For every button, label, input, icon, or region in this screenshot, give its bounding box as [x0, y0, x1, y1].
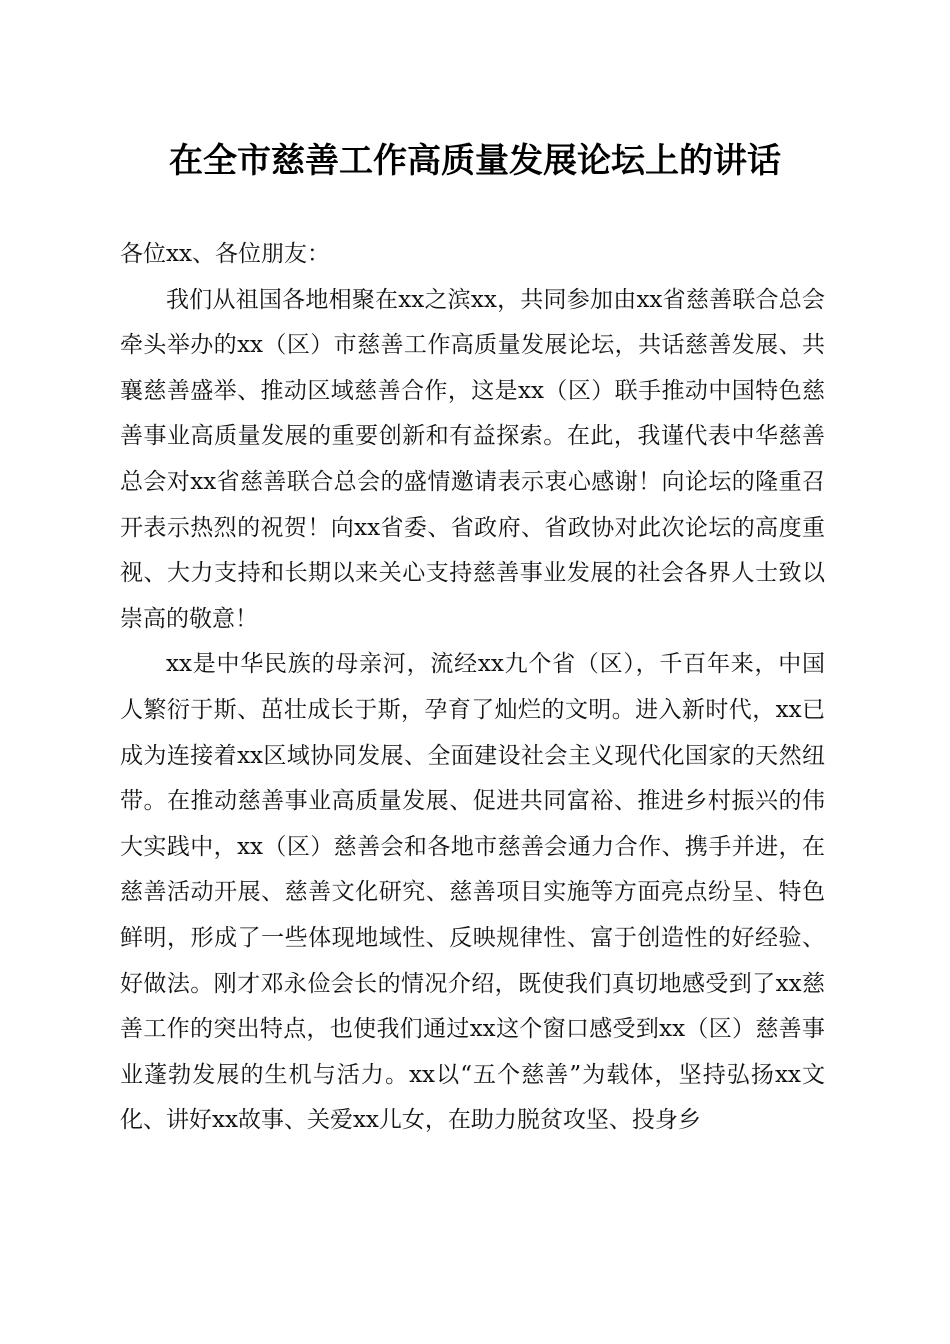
salutation: 各位xx、各位朋友：: [120, 241, 330, 267]
document-title: 在全市慈善工作高质量发展论坛上的讲话: [169, 141, 781, 181]
paragraph-1: 我们从祖国各地相聚在xx之滨xx，共同参加由xx省慈善联合总会牵头举办的xx（区）市慈善工作高质量发展论坛，共话慈善发展、共襄慈善盛举、推动区域慈善合作，这是xx（区）联手推动中国特色慈善事业高质量发展的重要创新和有益探索。在此，我谨代表中华慈善总会对xx省慈善联合总会的盛情邀请表示衷心感谢！向论坛的隆重召开表示热烈的祝贺！向xx省委、省政府、省政协对此次论坛的高度重视、大力支持和长期以来关心支持慈善事业发展的社会各界人士致以崇高的敬意！: [120, 286, 825, 632]
paragraph-2: xx是中华民族的母亲河，流经xx九个省（区），千百年来，中国人繁衍于斯、茁壮成长于斯，孕育了灿烂的文明。进入新时代，xx已成为连接着xx区域协同发展、全面建设社会主义现代化国家的天然纽带。在推动慈善事业高质量发展、促进共同富裕、推进乡村振兴的伟大实践中，xx（区）慈善会和各地市慈善会通力合作、携手并进，在慈善活动开展、慈善文化研究、慈善项目实施等方面亮点纷呈、特色鲜明，形成了一些体现地域性、反映规律性、富于创造性的好经验、好做法。刚才邓永俭会长的情况介绍，既使我们真切地感受到了xx慈善工作的突出特点，也使我们通过xx这个窗口感受到xx（区）慈善事业蓬勃发展的生机与活力。xx以“五个慈善”为载体，坚持弘扬xx文化、讲好xx故事、关爱xx儿女，在助力脱贫攻坚、投身乡: [120, 651, 825, 1134]
document-body: [120, 232, 825, 1144]
